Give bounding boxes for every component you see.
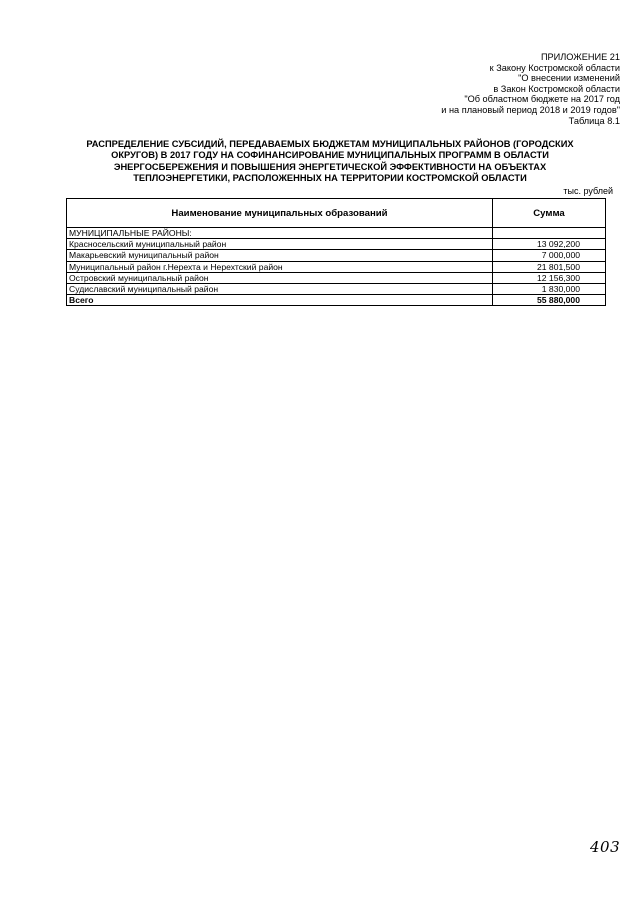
appendix-line: к Закону Костромской области	[489, 62, 620, 73]
table-row	[67, 272, 606, 283]
appendix-line: "О внесении изменений	[518, 73, 620, 84]
table-row	[67, 284, 606, 295]
table-number: Таблица 8.1	[568, 115, 620, 126]
row-sum: 1 830,000	[493, 284, 606, 295]
section-sum-empty	[493, 228, 606, 239]
appendix-header	[441, 52, 620, 126]
handwritten-page-number: 403	[590, 838, 621, 856]
row-sum: 12 156,300	[493, 272, 606, 283]
row-name: Островский муниципальный район	[67, 272, 493, 283]
row-name: Муниципальный район г.Нерехта и Нерехтский район	[67, 261, 493, 272]
row-name: Красносельский муниципальный район	[67, 239, 493, 250]
header-sum: Сумма	[493, 199, 606, 228]
row-sum: 7 000,000	[493, 250, 606, 261]
document-title	[70, 139, 590, 184]
title-line: ЭНЕРГОСБЕРЕЖЕНИЯ И ПОВЫШЕНИЯ ЭНЕРГЕТИЧЕСКОЙ ЭФФЕКТИВНОСТИ НА ОБЪЕКТАХ	[113, 161, 547, 172]
table-row	[67, 250, 606, 261]
table-row	[67, 239, 606, 250]
appendix-line: и на плановый период 2018 и 2019 годов"	[441, 104, 620, 115]
appendix-line: "Об областном бюджете на 2017 год	[464, 94, 620, 105]
section-row	[67, 228, 606, 239]
total-label: Всего	[67, 295, 493, 306]
row-sum: 21 801,500	[493, 261, 606, 272]
table-row	[67, 261, 606, 272]
total-sum: 55 880,000	[493, 295, 606, 306]
subsidy-table	[66, 198, 606, 306]
title-line: РАСПРЕДЕЛЕНИЕ СУБСИДИЙ, ПЕРЕДАВАЕМЫХ БЮДЖЕТАМ МУНИЦИПАЛЬНЫХ РАЙОНОВ (ГОРОДСКИХ	[86, 139, 574, 149]
title-line: ОКРУГОВ) В 2017 ГОДУ НА СОФИНАНСИРОВАНИЕ МУНИЦИПАЛЬНЫХ ПРОГРАММ В ОБЛАСТИ	[111, 150, 549, 161]
row-sum: 13 092,200	[493, 239, 606, 250]
total-row	[67, 295, 606, 306]
header-name: Наименование муниципальных образований	[67, 199, 493, 228]
row-name: Макарьевский муниципальный район	[67, 250, 493, 261]
appendix-line: в Закон Костромской области	[493, 83, 620, 94]
section-label: МУНИЦИПАЛЬНЫЕ РАЙОНЫ:	[67, 228, 493, 239]
units-label: тыс. рублей	[563, 186, 613, 196]
row-name: Судиславский муниципальный район	[67, 284, 493, 295]
title-line: ТЕПЛОЭНЕРГЕТИКИ, РАСПОЛОЖЕННЫХ НА ТЕРРИТОРИИ КОСТРОМСКОЙ ОБЛАСТИ	[133, 172, 527, 183]
table-header-row	[67, 199, 606, 228]
appendix-line: ПРИЛОЖЕНИЕ 21	[540, 52, 620, 62]
